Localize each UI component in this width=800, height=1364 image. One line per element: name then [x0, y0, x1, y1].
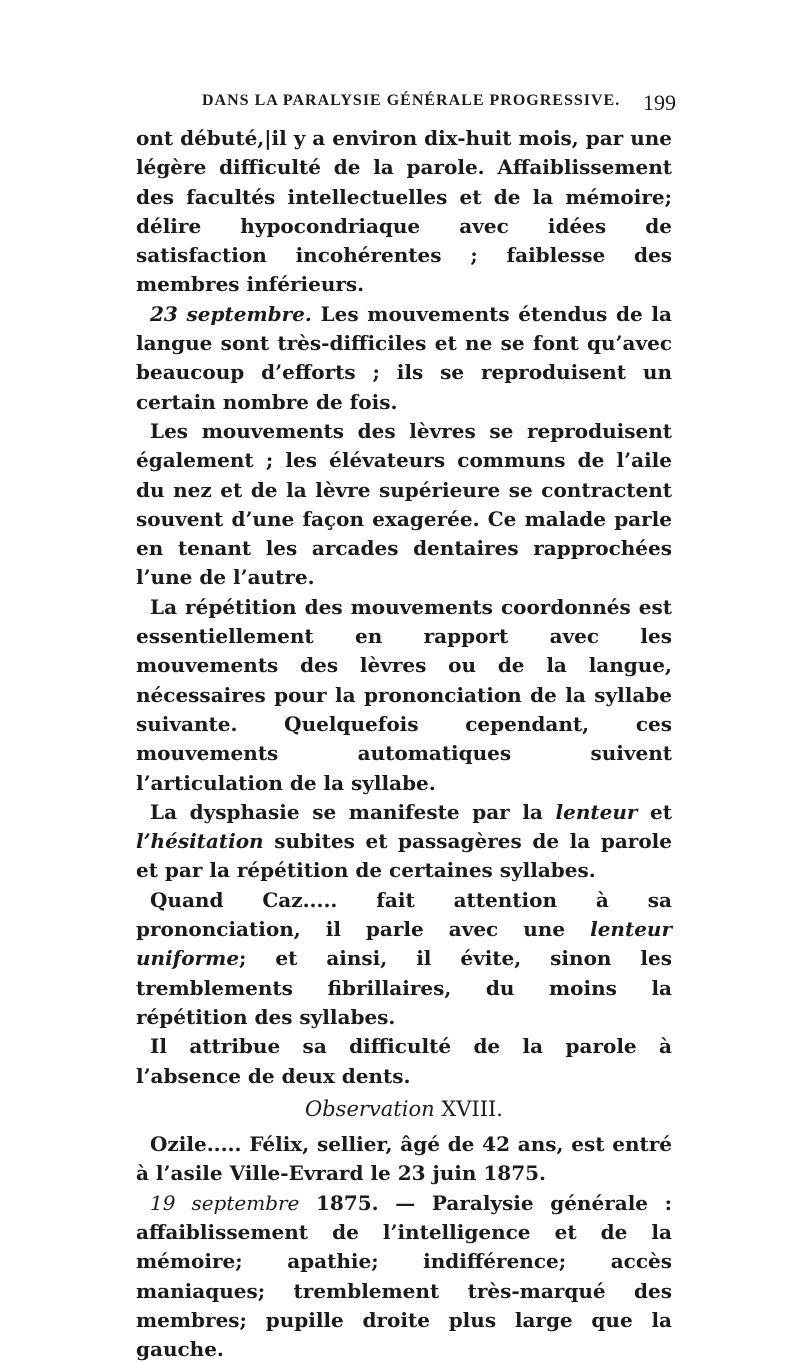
paragraph-5-part-a: La dysphasie se manifeste par la — [150, 799, 556, 824]
paragraph-4: La répétition des mouvements coordonnés est essentiellement en rapport avec les mouvements des lèvres ou de la langue, nécessaires pour la prononciation de la syllabe suivante. Quelquefois cependant, ces mouvements automatiques suivent l’articulation de la syllabe. — [136, 594, 672, 795]
date-23-septembre: 23 septembre. — [150, 301, 312, 326]
page-header — [134, 90, 676, 116]
paragraph-6 — [136, 886, 672, 1032]
paragraph-6-part-a: Quand Caz..... fait attention à sa prononciation, il parle avec une — [136, 887, 672, 942]
term-lenteur: lenteur — [555, 799, 638, 824]
paragraph-9-text: 1875. — Paralysie générale : affaiblissement de l’intelligence et de la mémoire; apathie; indifférence; accès maniaques; tremblement très-marqué des membres; pupille droite plus large que la gauche. — [136, 1190, 673, 1362]
paragraph-5 — [136, 798, 672, 886]
paragraph-5-part-b: et — [637, 799, 672, 824]
observation-label: Observation — [305, 1096, 435, 1121]
body-text — [136, 124, 672, 1364]
term-lenteur-uniforme: lenteur uniforme — [136, 917, 672, 971]
paragraph-8: Ozile..... Félix, sellier, âgé de 42 ans, est entré à l’asile Ville-Evrard le 23 juin 1875. — [136, 1132, 672, 1186]
paragraph-1: ont débuté,|il y a environ dix-huit mois, par une légère difficulté de la parole. Affaiblissement des facultés intellectuelles et de la mémoire; délire hypocondriaque avec idées de satisfaction incohérentes ; faiblesse des membres inférieurs. — [136, 126, 672, 297]
paragraph-2-text: Les mouvements étendus de la langue sont très-difficiles et ne se font qu’avec beaucoup d’efforts ; ils se reproduisent un certain nombre de fois. — [136, 301, 672, 414]
paragraph-2 — [136, 300, 672, 417]
paragraph-9 — [136, 1189, 672, 1364]
paragraph-5-part-c: subites et passagères de la parole et par la répétition de certaines syllabes. — [136, 829, 672, 883]
paragraph-3: Les mouvements des lèvres se reproduisent également ; les élévateurs communs de l’aile du nez et de la lèvre supérieure se contractent souvent d’une façon exagerée. Ce malade parle en tenant les arcades dentaires rapprochées l’une de l’autre. — [136, 418, 672, 590]
observation-heading — [136, 1095, 672, 1124]
term-hesitation: l’hésitation — [136, 829, 264, 854]
paragraph-7: Il attribue sa difficulté de la parole à l’absence de deux dents. — [136, 1034, 672, 1088]
paragraph-6-part-b: ; et ainsi, il évite, sinon les tremblements fibrillaires, du moins la répétition des syllabes. — [136, 946, 672, 1029]
page-number: 199 — [643, 90, 676, 115]
observation-number: XVIII. — [434, 1096, 503, 1121]
date-19-septembre: 19 septembre — [150, 1190, 300, 1215]
running-title: DANS LA PARALYSIE GÉNÉRALE PROGRESSIVE. — [202, 92, 621, 109]
